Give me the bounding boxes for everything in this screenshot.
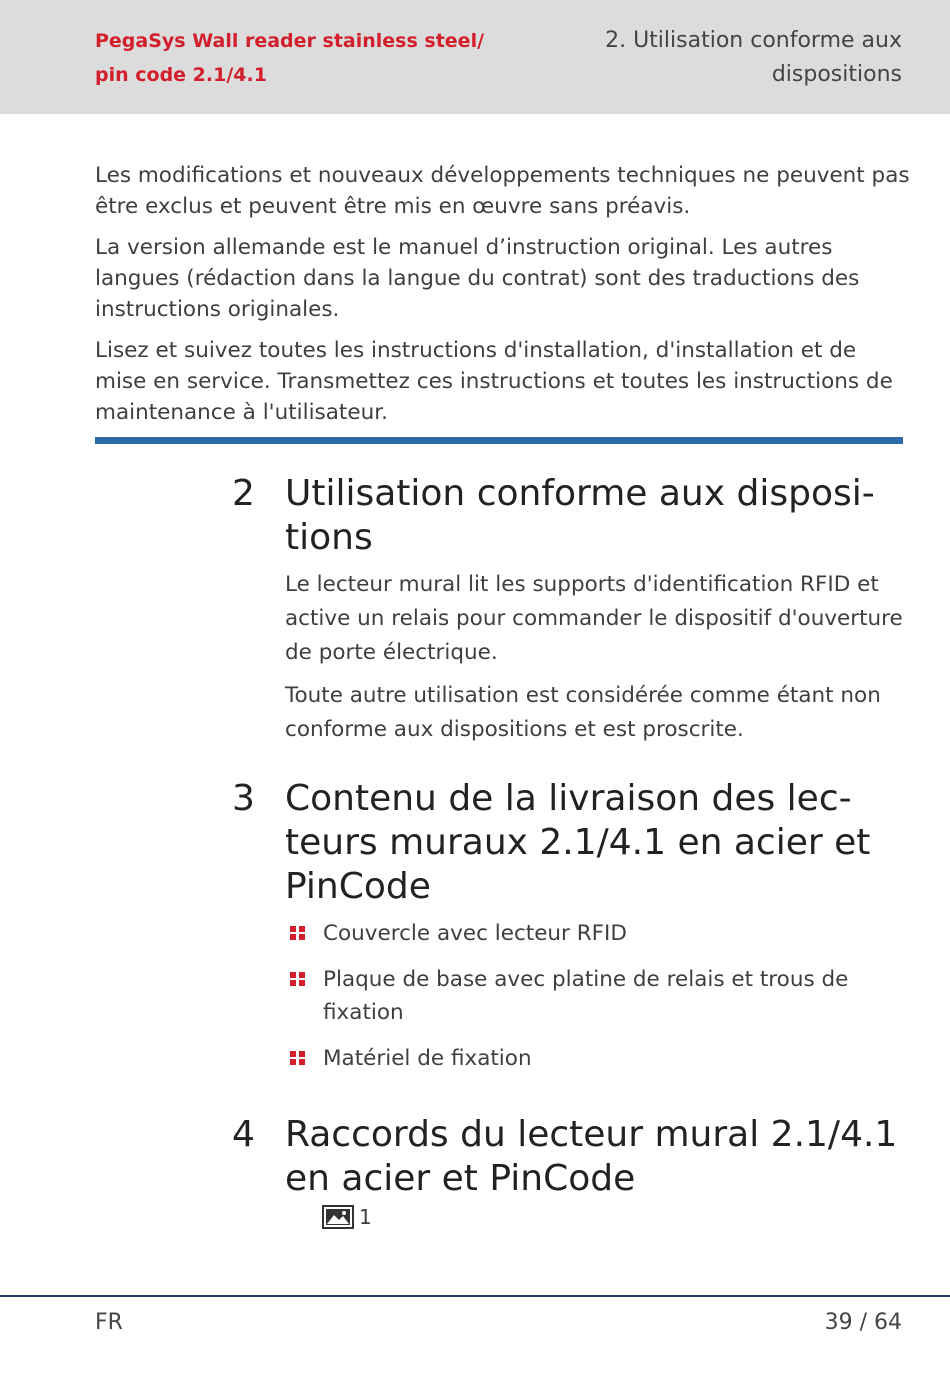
section-title-line: teurs muraux 2.1/4.1 en acier et [285,822,871,863]
chapter-title-line1: 2. Utilisation conforme aux [605,28,902,53]
list-item-text: Matériel de fixation [323,1046,532,1071]
figure-reference[interactable] [322,1205,372,1229]
section-3 [232,777,912,1088]
section-title-line: Utilisation conforme aux disposi- [285,473,875,514]
footer-language: FR [95,1310,123,1335]
figure-number: 1 [359,1205,372,1229]
section-number: 2 [232,473,255,514]
section-heading [232,1113,912,1201]
intro-paragraph: Lisez et suivez toutes les instructions d'installation, d'installation et de mise en service. Transmettez ces instructions et toutes les instructions de maintenance à l'utilisateur. [95,338,893,425]
section-title-line: Raccords du lecteur mural 2.1/4.1 [285,1114,898,1155]
chapter-title [542,24,902,92]
section-paragraph: Toute autre utilisation est considérée comme étant non conforme aux dispositions et est proscrite. [285,683,881,742]
section-title-line: PinCode [285,866,431,907]
intro-paragraph: La version allemande est le manuel d’instruction original. Les autres langues (rédaction dans la langue du contrat) sont des traductions des instructions originales. [95,235,860,322]
list-item [285,917,885,950]
section-number: 3 [232,778,255,819]
section-title [285,777,905,909]
section-title-line: tions [285,517,373,558]
product-name-line2: pin code 2.1/4.1 [95,64,267,86]
section-body [285,568,905,747]
list-item-text: Couvercle avec lecteur RFID [323,921,627,946]
bullet-icon [290,972,306,986]
bullet-icon [290,926,306,940]
delivery-contents-list [285,917,885,1075]
section-4 [232,1113,912,1201]
image-icon [322,1205,354,1229]
section-divider [95,437,903,444]
product-name [95,24,515,92]
section-title [285,1113,905,1201]
bullet-icon [290,1051,306,1065]
section-title-line: Contenu de la livraison des lec- [285,778,852,819]
intro-paragraph: Les modifications et nouveaux développements techniques ne peuvent pas être exclus et peuvent être mis en œuvre sans préavis. [95,163,910,219]
section-2 [232,472,912,756]
page-number: 39 / 64 [824,1310,902,1335]
list-item-text: Plaque de base avec platine de relais et trous de fixation [323,967,849,1025]
chapter-title-line2: dispositions [771,62,902,87]
section-number: 4 [232,1114,255,1155]
section-title-line: en acier et PinCode [285,1158,636,1199]
page-header [0,0,950,114]
section-paragraph: Le lecteur mural lit les supports d'identification RFID et active un relais pour commander le dispositif d'ouverture de porte électrique. [285,572,903,665]
section-title [285,472,905,560]
intro-text [95,160,910,438]
product-name-line1: PegaSys Wall reader stainless steel/ [95,30,485,52]
section-heading [232,472,912,560]
list-item [285,963,885,1029]
section-heading [232,777,912,909]
footer-divider [0,1295,950,1297]
list-item [285,1042,885,1075]
